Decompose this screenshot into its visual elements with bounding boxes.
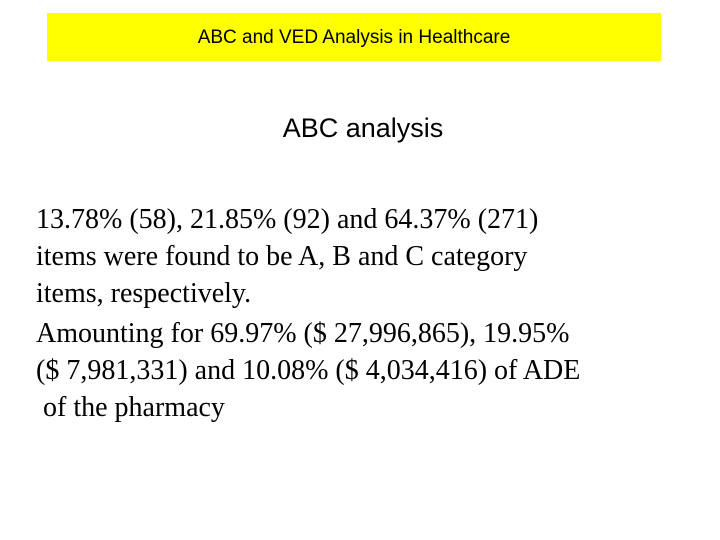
text-line: ($ 7,981,331) and 10.08% ($ 4,034,416) of ADE <box>36 355 581 386</box>
text-line: Amounting for 69.97% ($ 27,996,865), 19.95% <box>36 318 570 349</box>
section-heading: ABC analysis <box>282 113 444 143</box>
text-line: items, respectively. <box>36 278 252 309</box>
text-line: items were found to be A, B and C category <box>36 241 528 272</box>
title-banner <box>47 13 661 61</box>
paragraph-expenditure <box>36 315 706 426</box>
slide-title: ABC and VED Analysis in Healthcare <box>197 26 511 48</box>
text-line: of the pharmacy <box>36 392 225 423</box>
body-text <box>36 201 706 426</box>
text-line: 13.78% (58), 21.85% (92) and 64.37% (271) <box>36 204 539 235</box>
paragraph-item-counts <box>36 201 706 312</box>
